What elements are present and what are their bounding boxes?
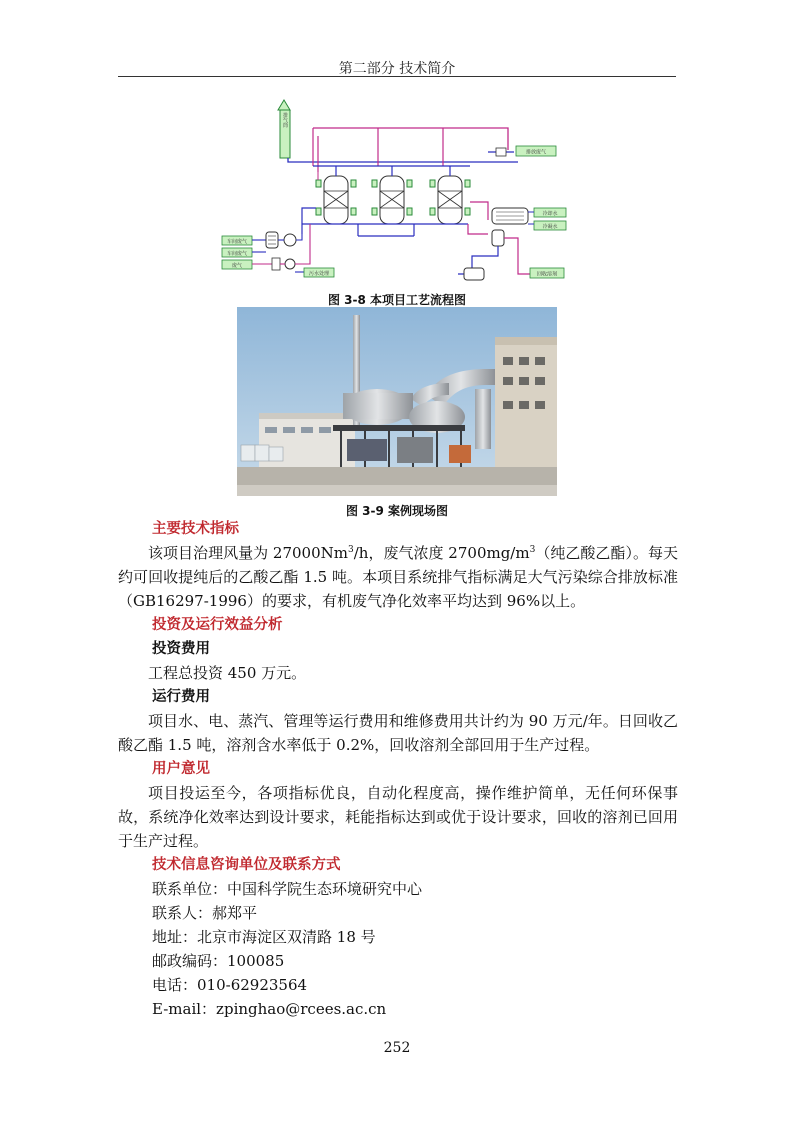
contact-address: 地址：北京市海淀区双清路 18 号 [152,928,376,946]
separator [492,230,504,246]
superscript-1: 3 [347,545,354,555]
subheading-running-cost: 运行费用 [152,689,210,705]
sewage-label: 污水处理 [308,271,330,277]
figure-caption-photo: 图 3-9 案例现场图 [345,504,449,518]
adsorber-1 [324,176,348,224]
contact-person: 联系人：郝郑平 [152,904,258,922]
exhaust-stack [278,100,290,158]
heading-user-feedback: 用户意见 [152,761,210,777]
process-flow-diagram [218,96,580,284]
inlet-label-3: 废气 [231,263,243,269]
adsorber-3 [438,176,462,224]
paragraph-main-indicators [118,541,678,613]
condensate-label: 冷凝水 [542,224,558,230]
recovered-solvent-label: 回收溶剂 [536,271,558,278]
heading-contact: 技术信息咨询单位及联系方式 [152,857,341,873]
contact-email[interactable]: E-mail：zpinghao@rcees.ac.cn [152,1000,387,1018]
superscript-2: 3 [529,545,536,555]
inlet-label-1: 车间废气 [226,239,248,245]
subheading-investment-cost: 投资费用 [152,641,210,657]
paragraph-investment-cost: 工程总投资 450 万元。 [148,664,307,682]
paragraph-user-feedback: 项目投运至今，各项指标优良，自动化程度高，操作维护简单，无任何环保事故，系统净化效率达到设计要求，耗能指标达到或优于设计要求，回收的溶剂已回用于生产过程。 [118,784,678,850]
adsorber-2 [380,176,404,224]
contact-phone: 电话：010-62923564 [152,976,308,994]
condenser [492,208,528,224]
main-body [118,517,678,1021]
contact-postcode: 邮政编码：100085 [152,952,285,970]
filter [266,232,278,248]
figure-caption-flow: 图 3-8 本项目工艺流程图 [327,293,467,307]
pump [285,259,295,269]
preheater [272,258,280,270]
cooling-water-label: 冷却水 [542,211,558,217]
page-number: 252 [383,1040,411,1056]
page-header-title: 第二部分 技术简介 [338,61,456,77]
indicator-text-3: （纯乙酸乙酯）。每天约可回收提纯后的乙酸乙酯 1.5 吨。本项目系统排气指标满足大气污染综合排放标准（GB16297-1996）的要求，有机废气净化效率平均达到 96%以上。 [118,544,678,610]
header-divider [118,76,676,77]
storage-tank [464,268,484,280]
fan [284,234,296,246]
indicator-text-1: 该项目治理风量为 27000Nm [148,544,348,562]
site-photo [237,307,557,496]
heading-investment: 投资及运行效益分析 [152,617,283,633]
paragraph-running-cost: 项目水、电、蒸汽、管理等运行费用和维修费用共计约为 90 万元/年。日回收乙酸乙酯 1.5 吨，溶剂含水率低于 0.2%，回收溶剂全部回用于生产过程。 [118,712,678,754]
stack-label: 排气筒 [282,112,288,128]
heading-main-indicators: 主要技术指标 [152,521,239,537]
indicator-text-2: /h，废气浓度 2700mg/m [353,544,530,562]
inlet-label-2: 车间废气 [226,251,248,257]
contact-unit: 联系单位：中国科学院生态环境研究中心 [152,880,423,898]
exhaust-out-label: 排放废气 [525,149,547,156]
